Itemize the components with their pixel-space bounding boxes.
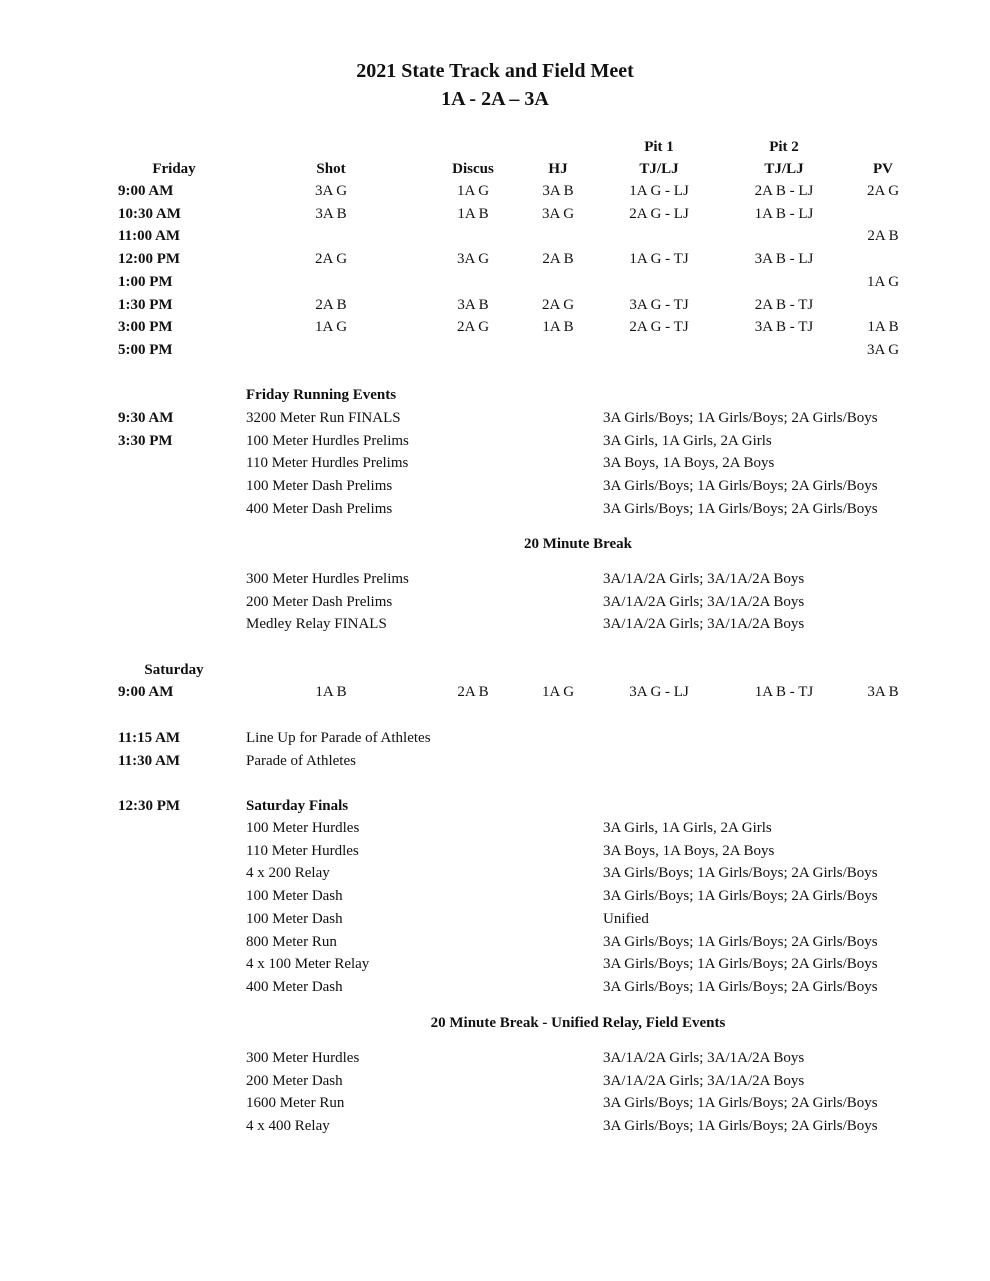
field-header: TJ/LJ <box>639 161 679 177</box>
field-header: TJ/LJ <box>764 161 804 177</box>
time: 11:15 AM <box>118 730 181 746</box>
time: 9:00 AM <box>118 684 174 700</box>
event-divisions: 3A/1A/2A Girls; 3A/1A/2A Boys <box>603 1072 805 1089</box>
event-divisions: 3A Girls/Boys; 1A Girls/Boys; 2A Girls/Boys <box>603 888 878 905</box>
field-cell: 1A G <box>866 273 900 290</box>
field-cell: 1A B <box>315 684 347 700</box>
event-divisions: 3A/1A/2A Girls; 3A/1A/2A Boys <box>603 593 805 610</box>
section-heading: Friday Running Events <box>246 387 397 403</box>
event-name: 800 Meter Run <box>246 933 337 950</box>
field-cell: 3A B <box>867 684 899 700</box>
event-name: 200 Meter Dash <box>246 1072 343 1089</box>
page-subtitle: 1A - 2A – 3A <box>441 88 549 110</box>
event-name: 110 Meter Hurdles Prelims <box>246 455 409 472</box>
event-name: 3200 Meter Run FINALS <box>246 410 401 426</box>
field-cell: 3A G <box>314 183 348 199</box>
event-name: 100 Meter Dash <box>246 888 343 905</box>
field-cell: 2A B <box>315 296 347 313</box>
field-cell: 3A G - TJ <box>629 296 689 313</box>
event-name: 300 Meter Hurdles Prelims <box>246 571 409 587</box>
event-name: 400 Meter Dash Prelims <box>246 500 393 517</box>
time: 11:00 AM <box>118 228 181 245</box>
event-name: 4 x 100 Meter Relay <box>246 956 370 973</box>
field-header: PV <box>873 161 893 177</box>
field-cell: 2A G <box>541 296 575 313</box>
field-cell: 2A B <box>542 251 574 268</box>
field-cell: 2A B <box>867 228 899 245</box>
event-name: 100 Meter Dash Prelims <box>246 478 393 495</box>
event-divisions: 3A Girls/Boys; 1A Girls/Boys; 2A Girls/Boys <box>603 410 878 426</box>
field-cell: 1A B <box>867 319 899 336</box>
event-name: 200 Meter Dash Prelims <box>246 593 393 610</box>
event-divisions: 3A Girls/Boys; 1A Girls/Boys; 2A Girls/Boys <box>603 978 878 995</box>
event-name: 4 x 200 Relay <box>246 865 330 882</box>
field-cell: 3A B - TJ <box>754 319 814 336</box>
event-divisions: 3A Girls, 1A Girls, 2A Girls <box>603 820 772 836</box>
time: 5:00 PM <box>118 341 173 358</box>
event-name: 4 x 400 Relay <box>246 1118 330 1135</box>
field-cell: 2A B - LJ <box>754 183 814 199</box>
time: 9:30 AM <box>118 410 174 426</box>
event-divisions: 3A Girls/Boys; 1A Girls/Boys; 2A Girls/Boys <box>603 1095 878 1112</box>
event-name: 100 Meter Dash <box>246 910 343 927</box>
field-cell: 2A G - LJ <box>629 205 689 222</box>
field-cell: 3A G - LJ <box>629 684 689 700</box>
field-cell: 2A B - TJ <box>754 296 814 313</box>
field-cell: 3A G <box>456 251 490 268</box>
event-divisions: 3A Boys, 1A Boys, 2A Boys <box>603 455 775 472</box>
time: 11:30 AM <box>118 752 181 769</box>
event-name: 400 Meter Dash <box>246 978 343 995</box>
event-divisions: 3A Girls/Boys; 1A Girls/Boys; 2A Girls/Boys <box>603 1118 878 1135</box>
field-cell: 3A B <box>457 296 489 313</box>
event-name: Parade of Athletes <box>246 752 356 769</box>
time: 1:00 PM <box>118 273 173 290</box>
field-header: HJ <box>548 161 568 177</box>
event-divisions: 3A Girls/Boys; 1A Girls/Boys; 2A Girls/Boys <box>603 933 878 950</box>
event-divisions: 3A/1A/2A Girls; 3A/1A/2A Boys <box>603 571 805 587</box>
event-divisions: Unified <box>603 910 649 927</box>
field-header: Discus <box>452 161 494 177</box>
field-cell: 3A B - LJ <box>754 251 814 268</box>
event-divisions: 3A Girls, 1A Girls, 2A Girls <box>603 432 772 449</box>
event-divisions: 3A/1A/2A Girls; 3A/1A/2A Boys <box>603 1050 805 1066</box>
event-name: Medley Relay FINALS <box>246 616 387 633</box>
time: 3:00 PM <box>118 319 173 336</box>
field-header: Shot <box>316 161 346 177</box>
event-name: 300 Meter Hurdles <box>246 1050 360 1066</box>
time: 9:00 AM <box>118 183 174 199</box>
field-cell: 2A G <box>866 183 900 199</box>
event-name: 1600 Meter Run <box>246 1095 345 1112</box>
field-cell: 2A G <box>456 319 490 336</box>
pit-1-label: Pit 1 <box>644 139 674 155</box>
field-cell: 2A G - TJ <box>629 319 689 336</box>
time: 1:30 PM <box>118 296 173 313</box>
field-cell: 1A G - TJ <box>629 251 689 268</box>
field-cell: 2A B <box>457 684 489 700</box>
saturday-label: Saturday <box>144 662 204 678</box>
time: 10:30 AM <box>118 205 181 222</box>
section-heading: Saturday Finals <box>246 798 349 814</box>
pit-2-label: Pit 2 <box>769 139 799 155</box>
event-name: 110 Meter Hurdles <box>246 842 359 859</box>
break-label: 20 Minute Break - Unified Relay, Field Events <box>430 1015 726 1031</box>
field-cell: 1A G - LJ <box>629 183 689 199</box>
event-name: 100 Meter Hurdles Prelims <box>246 432 409 449</box>
time: 12:30 PM <box>118 798 181 814</box>
field-cell: 3A G <box>866 341 900 358</box>
page-title: 2021 State Track and Field Meet <box>356 60 634 82</box>
event-divisions: 3A Girls/Boys; 1A Girls/Boys; 2A Girls/Boys <box>603 956 878 973</box>
field-cell: 1A B - TJ <box>754 684 814 700</box>
field-cell: 1A G <box>314 319 348 336</box>
field-cell: 1A B - LJ <box>754 205 814 222</box>
field-cell: 1A G <box>456 183 490 199</box>
event-divisions: 3A Girls/Boys; 1A Girls/Boys; 2A Girls/Boys <box>603 865 878 882</box>
field-cell: 3A G <box>541 205 575 222</box>
event-divisions: 3A Girls/Boys; 1A Girls/Boys; 2A Girls/Boys <box>603 500 878 517</box>
field-cell: 3A B <box>315 205 347 222</box>
event-divisions: 3A Boys, 1A Boys, 2A Boys <box>603 842 775 859</box>
break-label: 20 Minute Break <box>523 536 633 552</box>
event-name: 100 Meter Hurdles <box>246 820 360 836</box>
event-divisions: 3A/1A/2A Girls; 3A/1A/2A Boys <box>603 616 805 633</box>
field-cell: 1A G <box>541 684 575 700</box>
field-header: Friday <box>152 161 196 177</box>
field-cell: 2A G <box>314 251 348 268</box>
event-divisions: 3A Girls/Boys; 1A Girls/Boys; 2A Girls/Boys <box>603 478 878 495</box>
event-name: Line Up for Parade of Athletes <box>246 730 431 746</box>
field-cell: 1A B <box>542 319 574 336</box>
field-cell: 1A B <box>457 205 489 222</box>
field-cell: 3A B <box>542 183 574 199</box>
time: 12:00 PM <box>118 251 181 268</box>
time: 3:30 PM <box>118 432 173 449</box>
